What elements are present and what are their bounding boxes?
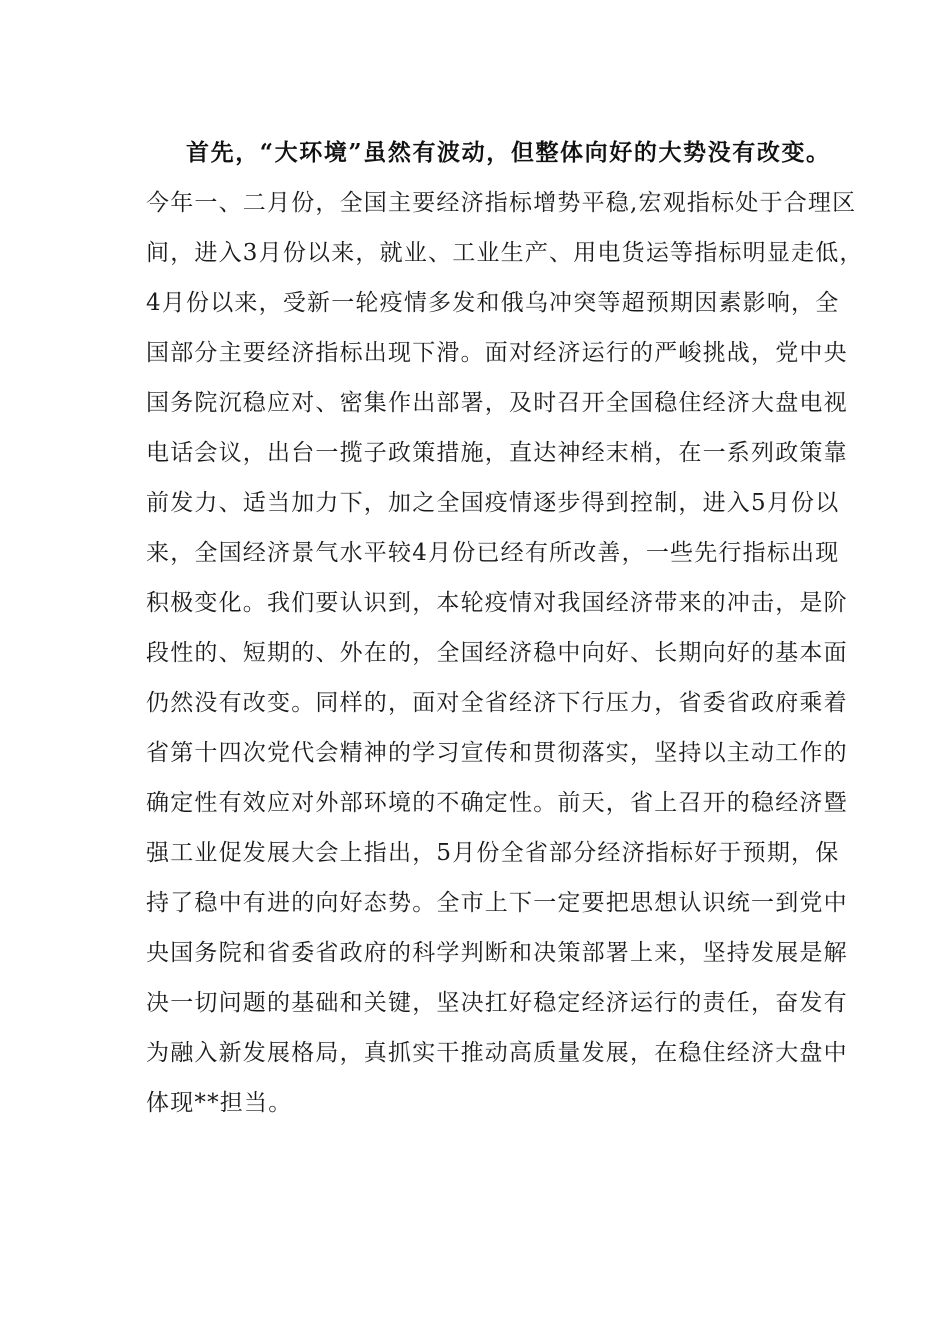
paragraph-line: 国部分主要经济指标出现下滑。面对经济运行的严峻挑战，党中央 — [146, 340, 848, 366]
paragraph-line: 4月份以来，受新一轮疫情多发和俄乌冲突等超预期因素影响，全 — [146, 290, 840, 316]
paragraph-line: 央国务院和省委省政府的科学判断和决策部署上来，坚持发展是解 — [146, 940, 848, 966]
paragraph-line: 积极变化。我们要认识到，本轮疫情对我国经济带来的冲击，是阶 — [146, 590, 848, 616]
paragraph-line: 体现**担当。 — [146, 1090, 293, 1116]
paragraph-line: 国务院沉稳应对、密集作出部署，及时召开全国稳住经济大盘电视 — [146, 390, 848, 416]
paragraph-line: 仍然没有改变。同样的，面对全省经济下行压力，省委省政府乘着 — [146, 690, 848, 716]
paragraph-line: 省第十四次党代会精神的学习宣传和贯彻落实，坚持以主动工作的 — [146, 740, 848, 766]
paragraph-line: 为融入新发展格局，真抓实干推动高质量发展，在稳住经济大盘中 — [146, 1040, 848, 1066]
paragraph-line: 强工业促发展大会上指出，5月份全省部分经济指标好于预期，保 — [146, 840, 840, 866]
section-heading: 首先，“大环境”虽然有波动，但整体向好的大势没有改变。 — [186, 139, 831, 166]
body-text — [146, 128, 864, 1128]
paragraph-line: 来，全国经济景气水平较4月份已经有所改善，一些先行指标出现 — [146, 540, 840, 566]
paragraph-line: 确定性有效应对外部环境的不确定性。前天，省上召开的稳经济暨 — [146, 790, 848, 816]
paragraph-line: 间，进入3月份以来，就业、工业生产、用电货运等指标明显走低， — [146, 240, 864, 266]
paragraph-line: 电话会议，出台一揽子政策措施，直达神经末梢，在一系列政策靠 — [146, 440, 848, 466]
paragraph-line: 决一切问题的基础和关键，坚决扛好稳定经济运行的责任，奋发有 — [146, 990, 848, 1016]
paragraph-line: 前发力、适当加力下，加之全国疫情逐步得到控制，进入5月份以 — [146, 490, 840, 516]
paragraph-line: 今年一、二月份，全国主要经济指标增势平稳,宏观指标处于合理区 — [146, 190, 857, 216]
paragraph-line: 持了稳中有进的向好态势。全市上下一定要把思想认识统一到党中 — [146, 890, 848, 916]
paragraph-line: 段性的、短期的、外在的，全国经济稳中向好、长期向好的基本面 — [146, 640, 848, 666]
